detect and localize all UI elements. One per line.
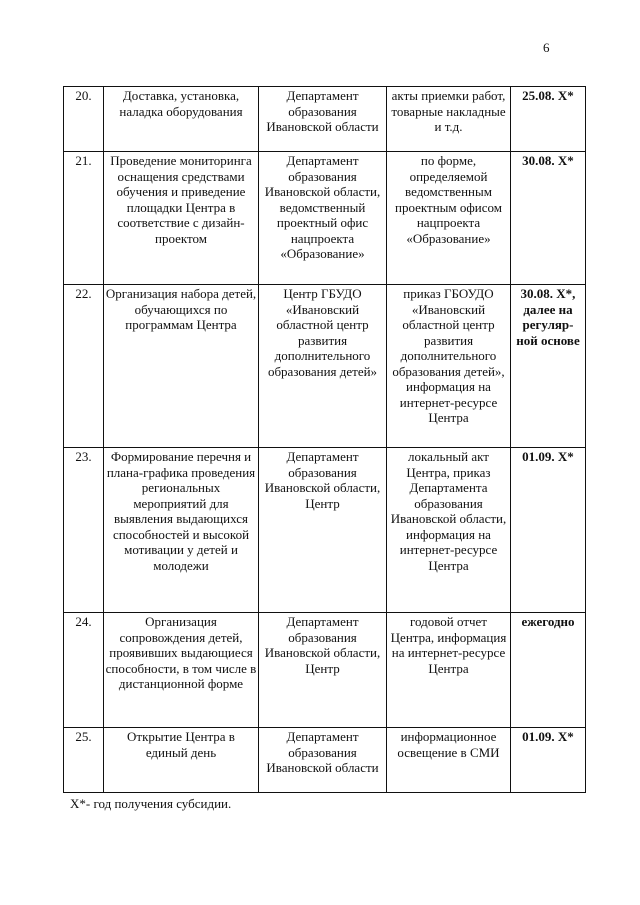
row-number: 24. (64, 613, 104, 728)
document-cell: локальный акт Центра, приказ Департамента образования Ивановской области, информация на интернет-ресурсе Центра (387, 448, 511, 613)
responsible-cell: Департамент образования Ивановской области, Центр (259, 448, 387, 613)
deadline-cell: ежегодно (511, 613, 586, 728)
row-number: 25. (64, 728, 104, 793)
page-number: 6 (543, 40, 550, 55)
responsible-cell: Департамент образования Ивановской области, Центр (259, 613, 387, 728)
action-cell: Формирование перечня и плана-графика проведения региональных мероприятий для выявления выдающихся способностей и высокой мотивации у детей и молодежи (104, 448, 259, 613)
row-number: 23. (64, 448, 104, 613)
action-cell: Проведение мониторинга оснащения средствами обучения и приведение площадки Центра в соответствие с дизайн-проектом (104, 152, 259, 285)
deadline-cell: 01.09. Х* (511, 448, 586, 613)
table-row (64, 728, 586, 793)
table-row (64, 152, 586, 285)
document-cell: приказ ГБОУДО «Ивановский областной центр развития дополнительного образования детей», информация на интернет-ресурсе Центра (387, 285, 511, 448)
document-cell: по форме, определяемой ведомственным проектным офисом нацпроекта «Образование» (387, 152, 511, 285)
action-cell: Доставка, установка, наладка оборудования (104, 87, 259, 152)
footnote: Х*- год получения субсидии. (70, 796, 232, 811)
row-number: 21. (64, 152, 104, 285)
deadline-cell: 25.08. Х* (511, 87, 586, 152)
document-cell: акты приемки работ, товарные накладные и т.д. (387, 87, 511, 152)
table-row (64, 613, 586, 728)
deadline-cell: 30.08. Х*, далее на регуляр-ной основе (511, 285, 586, 448)
table-row (64, 87, 586, 152)
responsible-cell: Центр ГБУДО «Ивановский областной центр развития дополнительного образования детей» (259, 285, 387, 448)
deadline-cell: 30.08. Х* (511, 152, 586, 285)
plan-table (63, 86, 586, 793)
action-cell: Организация сопровождения детей, проявивших выдающиеся способности, в том числе в дистанционной форме (104, 613, 259, 728)
row-number: 22. (64, 285, 104, 448)
document-cell: информационное освещение в СМИ (387, 728, 511, 793)
table-row (64, 285, 586, 448)
deadline-cell: 01.09. Х* (511, 728, 586, 793)
responsible-cell: Департамент образования Ивановской области (259, 87, 387, 152)
document-cell: годовой отчет Центра, информация на интернет-ресурсе Центра (387, 613, 511, 728)
responsible-cell: Департамент образования Ивановской области, ведомственный проектный офис нацпроекта «Образование» (259, 152, 387, 285)
table-row (64, 448, 586, 613)
responsible-cell: Департамент образования Ивановской области (259, 728, 387, 793)
action-cell: Открытие Центра в единый день (104, 728, 259, 793)
action-cell: Организация набора детей, обучающихся по программам Центра (104, 285, 259, 448)
row-number: 20. (64, 87, 104, 152)
